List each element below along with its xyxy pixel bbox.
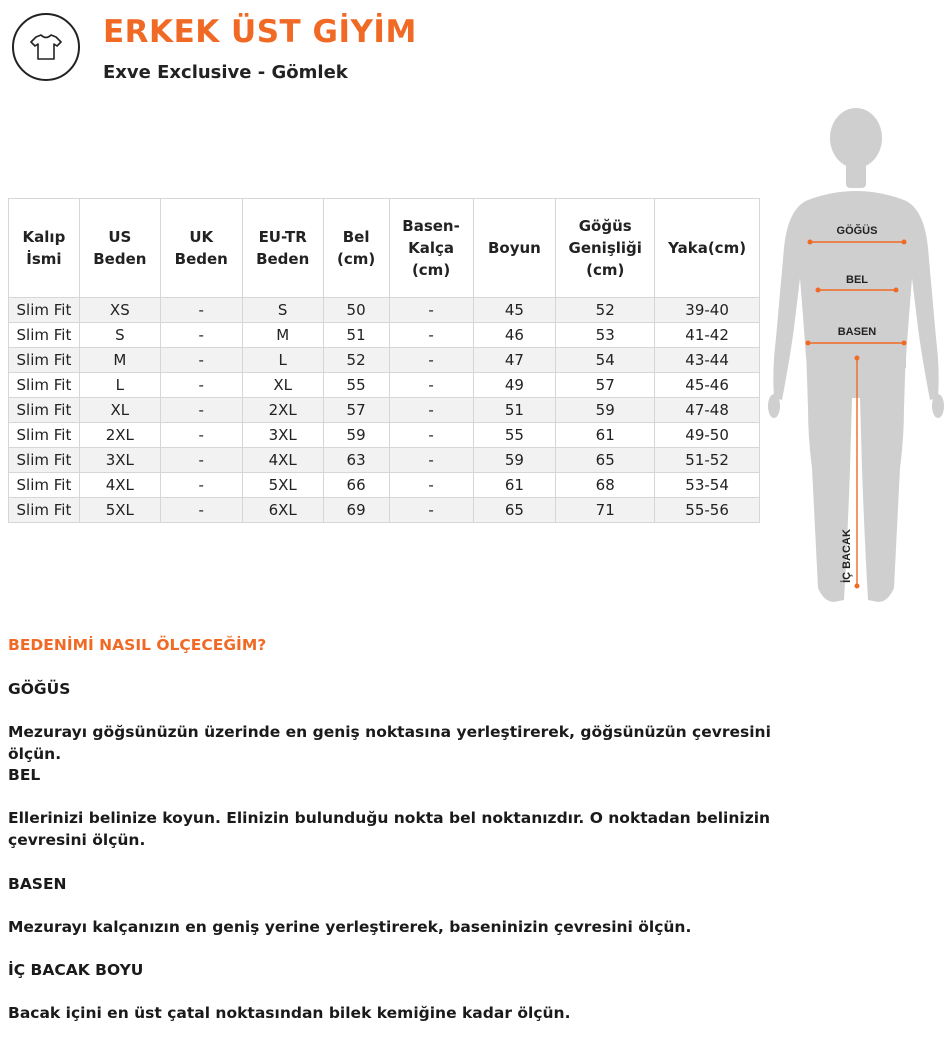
header-cell: Kalıp İsmi xyxy=(9,199,80,298)
header-cell: UK Beden xyxy=(160,199,242,298)
table-cell: Slim Fit xyxy=(9,323,80,348)
table-cell: 66 xyxy=(323,473,389,498)
table-cell: 54 xyxy=(556,348,655,373)
table-cell: 49-50 xyxy=(655,423,760,448)
table-cell: Slim Fit xyxy=(9,348,80,373)
table-cell: 52 xyxy=(556,298,655,323)
table-cell: 3XL xyxy=(79,448,160,473)
table-row xyxy=(9,298,760,323)
table-cell: - xyxy=(160,448,242,473)
table-cell: S xyxy=(79,323,160,348)
table-cell: 45 xyxy=(473,298,556,323)
header-cell: Yaka(cm) xyxy=(655,199,760,298)
table-cell: 52 xyxy=(323,348,389,373)
body-measurement-figure xyxy=(768,108,945,608)
table-cell: 50 xyxy=(323,298,389,323)
body-silhouette-icon xyxy=(768,108,945,608)
table-cell: 71 xyxy=(556,498,655,523)
table-cell: - xyxy=(389,323,473,348)
table-cell: 59 xyxy=(556,398,655,423)
table-cell: 53 xyxy=(556,323,655,348)
table-cell: 2XL xyxy=(79,423,160,448)
table-cell: Slim Fit xyxy=(9,398,80,423)
table-cell: - xyxy=(389,423,473,448)
table-cell: M xyxy=(79,348,160,373)
tshirt-icon xyxy=(12,13,80,81)
table-cell: 61 xyxy=(473,473,556,498)
header-cell: US Beden xyxy=(79,199,160,298)
table-cell: 4XL xyxy=(242,448,323,473)
table-cell: Slim Fit xyxy=(9,498,80,523)
hip-label: BASEN xyxy=(837,326,877,338)
table-cell: - xyxy=(389,448,473,473)
table-cell: - xyxy=(160,298,242,323)
guide-heading-waist: BEL xyxy=(8,766,41,784)
table-cell: - xyxy=(389,498,473,523)
waist-label: BEL xyxy=(846,274,868,286)
table-cell: 55 xyxy=(473,423,556,448)
table-row xyxy=(9,348,760,373)
table-cell: 57 xyxy=(323,398,389,423)
table-cell: - xyxy=(389,348,473,373)
table-row xyxy=(9,423,760,448)
table-cell: 2XL xyxy=(242,398,323,423)
guide-text-chest: Mezurayı göğsünüzün üzerinde en geniş noktasına yerleştirerek, göğsünüzün çevresini ölçün. xyxy=(8,723,771,763)
table-cell: XL xyxy=(242,373,323,398)
header-cell: Bel (cm) xyxy=(323,199,389,298)
table-cell: 4XL xyxy=(79,473,160,498)
table-cell: 5XL xyxy=(79,498,160,523)
table-cell: - xyxy=(160,423,242,448)
table-cell: 6XL xyxy=(242,498,323,523)
table-cell: - xyxy=(160,398,242,423)
inseam-label: İÇ BACAK xyxy=(841,529,853,583)
page-title: ERKEK ÜST GİYİM xyxy=(103,14,417,50)
table-cell: 45-46 xyxy=(655,373,760,398)
header-cell: Göğüs Genişliği (cm) xyxy=(556,199,655,298)
table-row xyxy=(9,398,760,423)
guide-heading-hip: BASEN xyxy=(8,875,67,893)
table-row xyxy=(9,448,760,473)
table-cell: 39-40 xyxy=(655,298,760,323)
table-cell: 55 xyxy=(323,373,389,398)
table-cell: 51 xyxy=(323,323,389,348)
table-cell: 3XL xyxy=(242,423,323,448)
table-cell: 53-54 xyxy=(655,473,760,498)
table-cell: - xyxy=(160,373,242,398)
table-cell: - xyxy=(389,373,473,398)
table-cell: 47-48 xyxy=(655,398,760,423)
table-cell: XS xyxy=(79,298,160,323)
table-cell: 59 xyxy=(473,448,556,473)
table-cell: Slim Fit xyxy=(9,298,80,323)
guide-text-inseam: Bacak içini en üst çatal noktasından bilek kemiğine kadar ölçün. xyxy=(8,1004,571,1022)
table-cell: - xyxy=(160,498,242,523)
header-cell: Basen-Kalça (cm) xyxy=(389,199,473,298)
guide-text-waist: Ellerinizi belinize koyun. Elinizin bulunduğu nokta bel noktanızdır. O noktadan belinizin çevresini ölçün. xyxy=(8,809,771,849)
table-cell: - xyxy=(389,298,473,323)
table-cell: 46 xyxy=(473,323,556,348)
table-cell: S xyxy=(242,298,323,323)
guide-text-hip: Mezurayı kalçanızın en geniş yerine yerleştirerek, baseninizin çevresini ölçün. xyxy=(8,918,692,936)
size-table xyxy=(8,198,760,523)
table-cell: 55-56 xyxy=(655,498,760,523)
table-cell: 51-52 xyxy=(655,448,760,473)
table-cell: XL xyxy=(79,398,160,423)
table-header-row xyxy=(9,199,760,298)
table-cell: Slim Fit xyxy=(9,423,80,448)
table-cell: Slim Fit xyxy=(9,448,80,473)
table-cell: L xyxy=(242,348,323,373)
guide-heading-chest: GÖĞÜS xyxy=(8,680,71,698)
table-cell: - xyxy=(160,323,242,348)
table-cell: 47 xyxy=(473,348,556,373)
table-cell: Slim Fit xyxy=(9,373,80,398)
guide-heading-inseam: İÇ BACAK BOYU xyxy=(8,961,144,979)
table-cell: 63 xyxy=(323,448,389,473)
header-cell: Boyun xyxy=(473,199,556,298)
table-cell: 61 xyxy=(556,423,655,448)
page-subtitle: Exve Exclusive - Gömlek xyxy=(103,62,348,83)
table-cell: 65 xyxy=(473,498,556,523)
guide-title: BEDENİMİ NASIL ÖLÇECEĞİM? xyxy=(8,636,267,654)
table-cell: 51 xyxy=(473,398,556,423)
table-cell: 5XL xyxy=(242,473,323,498)
table-cell: M xyxy=(242,323,323,348)
table-row xyxy=(9,323,760,348)
table-cell: 59 xyxy=(323,423,389,448)
table-cell: 57 xyxy=(556,373,655,398)
table-cell: 49 xyxy=(473,373,556,398)
table-cell: - xyxy=(389,473,473,498)
table-cell: - xyxy=(389,398,473,423)
table-row xyxy=(9,498,760,523)
chest-label: GÖĞÜS xyxy=(836,225,878,237)
table-cell: Slim Fit xyxy=(9,473,80,498)
table-cell: 41-42 xyxy=(655,323,760,348)
header-cell: EU-TR Beden xyxy=(242,199,323,298)
table-cell: 69 xyxy=(323,498,389,523)
table-cell: 65 xyxy=(556,448,655,473)
table-cell: L xyxy=(79,373,160,398)
table-cell: 43-44 xyxy=(655,348,760,373)
table-row xyxy=(9,373,760,398)
table-cell: - xyxy=(160,348,242,373)
table-cell: - xyxy=(160,473,242,498)
table-cell: 68 xyxy=(556,473,655,498)
table-row xyxy=(9,473,760,498)
